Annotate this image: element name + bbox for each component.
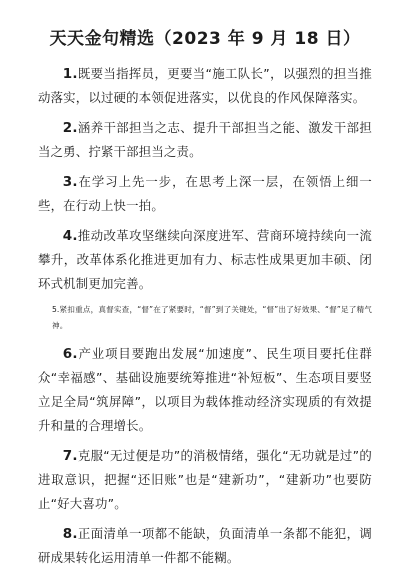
item-number: 2.	[62, 120, 78, 136]
item-number: 1.	[62, 66, 78, 82]
item-text: 既要当指挥员，更要当“施工队长”，以强烈的担当推动落实，以过硬的本领促进落实，以优良的作风保障落实。	[38, 66, 372, 105]
item-number: 7.	[62, 448, 78, 464]
item-text: 正面清单一项都不能缺，负面清单一条都不能犯，调研成果转化运用清单一件都不能糊。	[38, 526, 372, 565]
list-item	[38, 302, 372, 334]
page-title: 天天金句精选（2023 年 9 月 18 日）	[49, 29, 361, 49]
list-item	[38, 522, 372, 570]
item-number: 4.	[62, 228, 78, 244]
item-text: 紧扣重点，真督实查，“督”在了紧要时，“督”到了关键处，“督”出了好效果、“督”足了精气神。	[52, 305, 372, 330]
list-item	[38, 62, 372, 110]
item-text: 在学习上先一步，在思考上深一层，在领悟上细一些，在行动上快一拍。	[38, 174, 372, 213]
list-item	[38, 342, 372, 438]
item-text: 涵养干部担当之志、提升干部担当之能、激发干部担当之勇、拧紧干部担当之责。	[38, 120, 372, 159]
list-item	[38, 224, 372, 296]
item-number: 8.	[62, 526, 78, 542]
item-text: 克服“无过便是功”的消极情绪，强化“无功就是过”的进取意识，把握“还旧账”也是“建新功”，“建新功”也要防止“好大喜功”。	[38, 448, 372, 511]
list-item	[38, 444, 372, 516]
list-item	[38, 170, 372, 218]
item-number: 6.	[62, 346, 78, 362]
list-item	[38, 116, 372, 164]
item-text: 推动改革攻坚继续向深度进军、营商环境持续向一流攀升，改革体系化推进更加有力、标志性成果更加丰硕、闭环式机制更加完善。	[38, 228, 372, 291]
item-number: 3.	[62, 174, 78, 190]
item-number: 5.	[52, 305, 60, 314]
item-text: 产业项目要跑出发展“加速度”、民生项目要托住群众“幸福感”、基础设施要统筹推进“补短板”、生态项目要竖立足全局“筑屏障”，以项目为载体推动经济实现质的有效提升和量的合理增长。	[38, 346, 372, 433]
